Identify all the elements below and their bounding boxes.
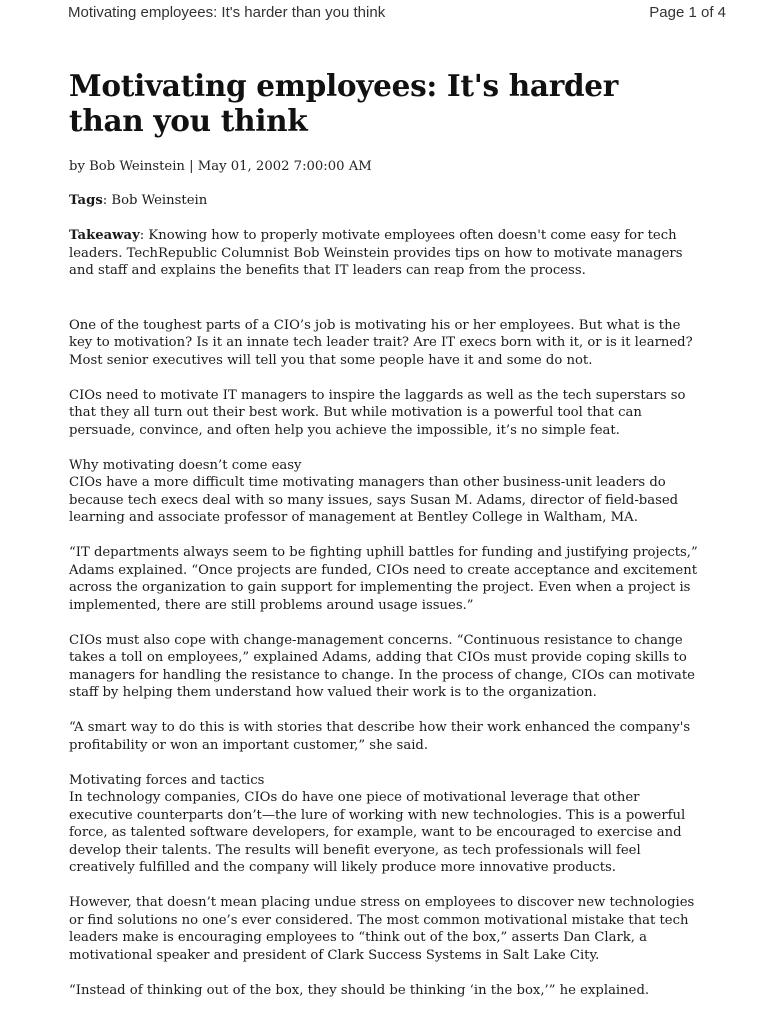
paragraph — [69, 772, 699, 877]
article-body — [69, 317, 699, 1000]
paragraph-text: “IT departments always seem to be fighting uphill battles for funding and justifying projects,” Adams explained. “Once projects are funded, CIOs need to create acceptance and excitement across the organization to gain support for implementing the project. Even when a project is implemented, there are still problems around usage issues.” — [69, 545, 698, 613]
tags-label: Tags — [69, 193, 103, 208]
running-title: Motivating employees: It's harder than you think — [68, 3, 386, 21]
paragraph-text: “Instead of thinking out of the box, they should be thinking ‘in the box,’” he explained. — [69, 982, 650, 998]
paragraph — [69, 632, 699, 702]
article — [69, 68, 699, 1017]
tags-line — [69, 192, 699, 210]
paragraph — [69, 317, 699, 370]
section-heading: Why motivating doesn’t come easy — [69, 457, 302, 473]
takeaway-text: : Knowing how to properly motivate employees often doesn't come easy for tech leaders. TechRepublic Columnist Bob Weinstein provides tips on how to motivate managers and staff and explains the benefits that IT leaders can reap from the process. — [69, 228, 683, 278]
section-heading: Motivating forces and tactics — [69, 772, 265, 788]
paragraph-text: One of the toughest parts of a CIO’s job is motivating his or her employees. But what is the key to motivation? Is it an innate tech leader trait? Are IT execs born with it, or is it learned? Most senior executives will tell you that some people have it and some do not. — [69, 317, 693, 368]
page-indicator: Page 1 of 4 — [649, 3, 726, 21]
paragraph-text: CIOs need to motivate IT managers to inspire the laggards as well as the tech superstars so that they all turn out their best work. But while motivation is a powerful tool that can persuade, convince, and often help you achieve the impossible, it’s no simple feat. — [69, 387, 686, 438]
paragraph-text: CIOs must also cope with change-management concerns. “Continuous resistance to change takes a toll on employees,” explained Adams, adding that CIOs must provide coping skills to managers for handling the resistance to change. In the process of change, CIOs can motivate staff by helping them understand how valued their work is to the organization. — [69, 632, 695, 700]
byline: by Bob Weinstein | May 01, 2002 7:00:00 AM — [69, 159, 372, 174]
paragraph — [69, 387, 699, 440]
takeaway — [69, 227, 699, 280]
takeaway-label: Takeaway — [69, 228, 140, 243]
paragraph — [69, 457, 699, 527]
article-title: Motivating employees: It's harder than you think — [69, 68, 619, 138]
paragraph — [69, 544, 699, 614]
paragraph — [69, 719, 699, 754]
paragraph-text: However, that doesn’t mean placing undue stress on employees to discover new technologies or find solutions no one’s ever considered. The most common motivational mistake that tech leaders make is encouraging employees to “think out of the box,” asserts Dan Clark, a motivational speaker and president of Clark Success Systems in Salt Lake City. — [69, 895, 695, 963]
paragraph-text: CIOs have a more difficult time motivating managers than other business-unit leaders do because tech execs deal with so many issues, says Susan M. Adams, director of field-based learning and associate professor of management at Bentley College in Waltham, MA. — [69, 475, 679, 525]
paragraph-text: “A smart way to do this is with stories that describe how their work enhanced the company's profitability or won an important customer,” she said. — [69, 720, 691, 753]
paragraph — [69, 982, 699, 1000]
tags-value: : Bob Weinstein — [102, 193, 208, 208]
running-header — [68, 2, 726, 22]
paragraph-text: In technology companies, CIOs do have one piece of motivational leverage that other executive counterparts don’t—the lure of working with new technologies. This is a powerful force, as talented software developers, for example, want to be encouraged to exercise and develop their talents. The results will benefit everyone, as tech professionals will feel creatively fulfilled and the company will likely produce more innovative products. — [69, 790, 686, 875]
paragraph — [69, 894, 699, 964]
